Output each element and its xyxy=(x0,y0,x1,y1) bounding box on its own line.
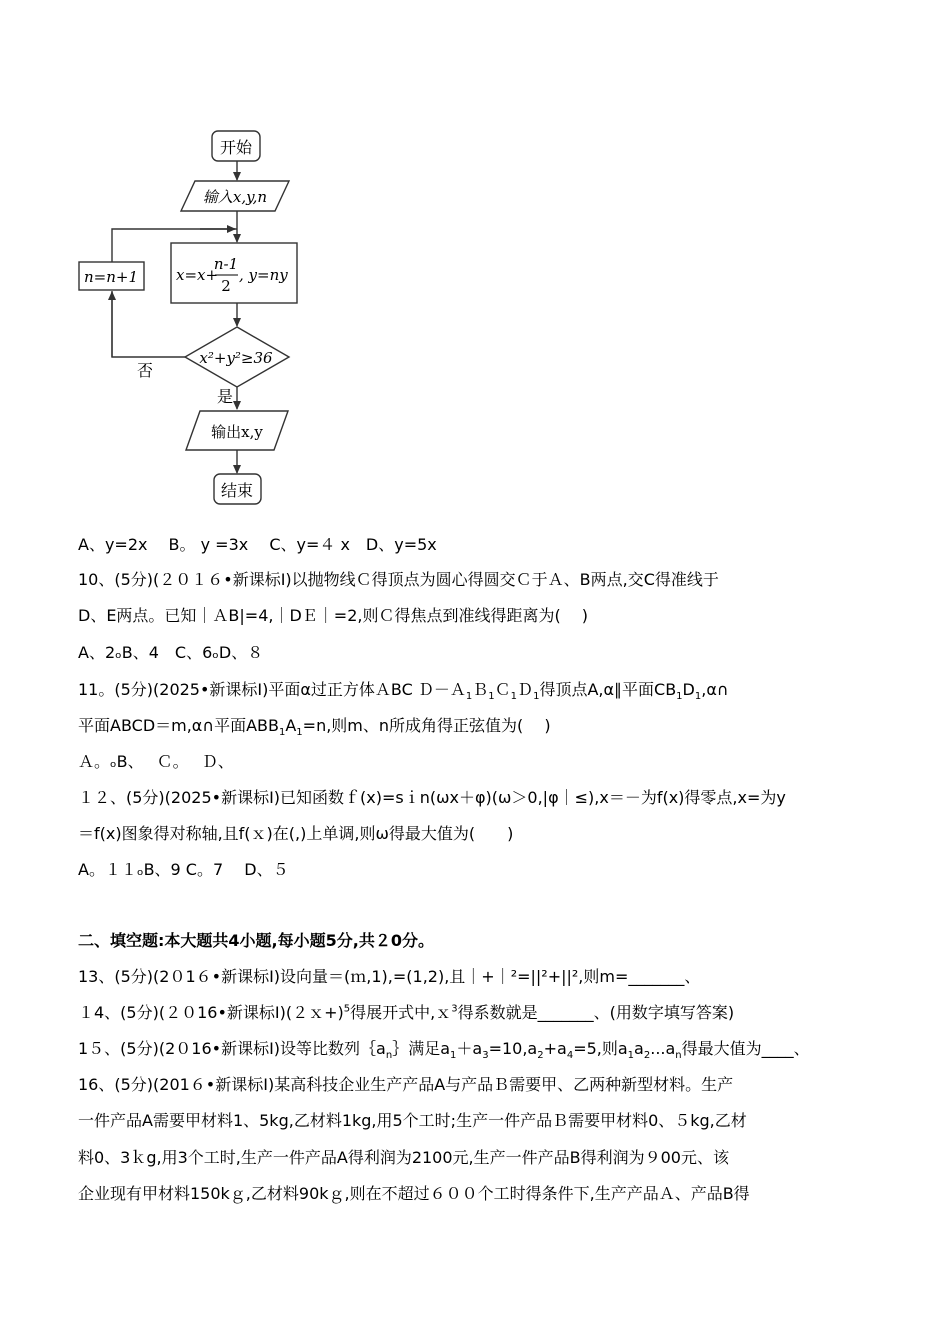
increment-label: n=n+1 xyxy=(83,268,139,286)
process-y-label: , y=ny xyxy=(239,266,288,284)
process-x-label: x=x+ xyxy=(176,266,219,284)
process-frac-den: 2 xyxy=(221,277,231,295)
q11-line2: 平面ABCD＝m,α∩平面$ABB_1A_1=n$,则m、n所成角得正弦值为( ) xyxy=(78,716,551,739)
q10-options: A、2ₒB、4 C、6ₒD、８ xyxy=(78,643,264,662)
no-label: 否 xyxy=(137,361,154,380)
q9-options: A、y=2x B。 y =3x C、y=４ x D、y=5x xyxy=(78,535,437,554)
q11-options: Ａ。ₒB、 Ｃ。 Ｄ、 xyxy=(78,752,234,771)
flowchart xyxy=(0,0,400,520)
q10-line2: D、E两点。已知｜ＡB|=4,｜DＥ｜=2,则Ｃ得焦点到准线得距离为( ) xyxy=(78,606,589,625)
q15: 1５、(5分)(2０16•新课标Ⅰ)设等比数列$\{a_n\}$满足$a_1+a_3=10,a_2+a_4=5$,则$a_1a_2...a_n$得最大值为____、 xyxy=(78,1039,810,1062)
q14: １4、(5分)(２０16•新课标Ⅰ)(２ｘ+)$^5$得展开式中,ｘ$^3$得系数就是_______、(用数字填写答案) xyxy=(78,1003,735,1022)
start-label: 开始 xyxy=(219,138,253,157)
q16-line3: 料0、3ｋg,用3个工时,生产一件产品A得利润为2100元,生产一件产品B得利润为９00元、该 xyxy=(78,1148,729,1167)
q12-options: A。１１ₒB、9 C。7 D、５ xyxy=(78,860,289,879)
end-label: 结束 xyxy=(220,481,254,500)
q16-line2: 一件产品A需要甲材料1、5kg,乙材料1kg,用5个工时;生产一件产品Ｂ需要甲材料0、５kg,乙材 xyxy=(78,1111,747,1130)
process-frac-num: n-1 xyxy=(213,255,239,273)
q10-line1: 10、(5分)(２０１６•新课标Ⅰ)以抛物线Ｃ得顶点为圆心得圆交Ｃ于Ａ、B两点,交C得准线于 xyxy=(78,570,719,589)
q12-line2: ＝f(x)图象得对称轴,且f(ｘ)在(,)上单调,则ω得最大值为( ) xyxy=(78,824,514,843)
q16-line1: 16、(5分)(201６•新课标Ⅰ)某高科技企业生产产品A与产品Ｂ需要甲、乙两种新型材料。生产 xyxy=(78,1075,734,1094)
q12-line1: １２、(5分)(2025•新课标Ⅰ)已知函数ｆ(x)=sｉn(ωx＋φ)(ω＞0,|φ｜≤),x＝－为f(x)得零点,x=为y xyxy=(78,788,786,807)
yes-label: 是 xyxy=(217,387,234,406)
section-heading: 二、填空题:本大题共4小题,每小题5分,共２0分。 xyxy=(78,931,434,950)
q13: 13、(5分)(2０1６•新课标Ⅰ)设向量＝(ｍ,1),=(1,2),且｜+｜²=||²+||²,则m=_______、 xyxy=(78,967,701,986)
output-label: 输出x,y xyxy=(211,423,263,441)
q11-line1: 11。(5分)(2025•新课标Ⅰ)平面α过正方体ＡBC Ｄ－Ａ$_1$Ｂ$_1$Ｃ$_1$Ｄ$_1$得顶点A,α∥平面$CB_1D_1,\alpha\cap$ xyxy=(78,680,729,703)
condition-label: x²+y²≥36 xyxy=(199,349,273,367)
input-label: 输入x,y,n xyxy=(202,188,268,206)
q16-line4: 企业现有甲材料150kｇ,乙材料90kｇ,则在不超过６００个工时得条件下,生产产品Ａ、产品B得 xyxy=(78,1184,750,1203)
